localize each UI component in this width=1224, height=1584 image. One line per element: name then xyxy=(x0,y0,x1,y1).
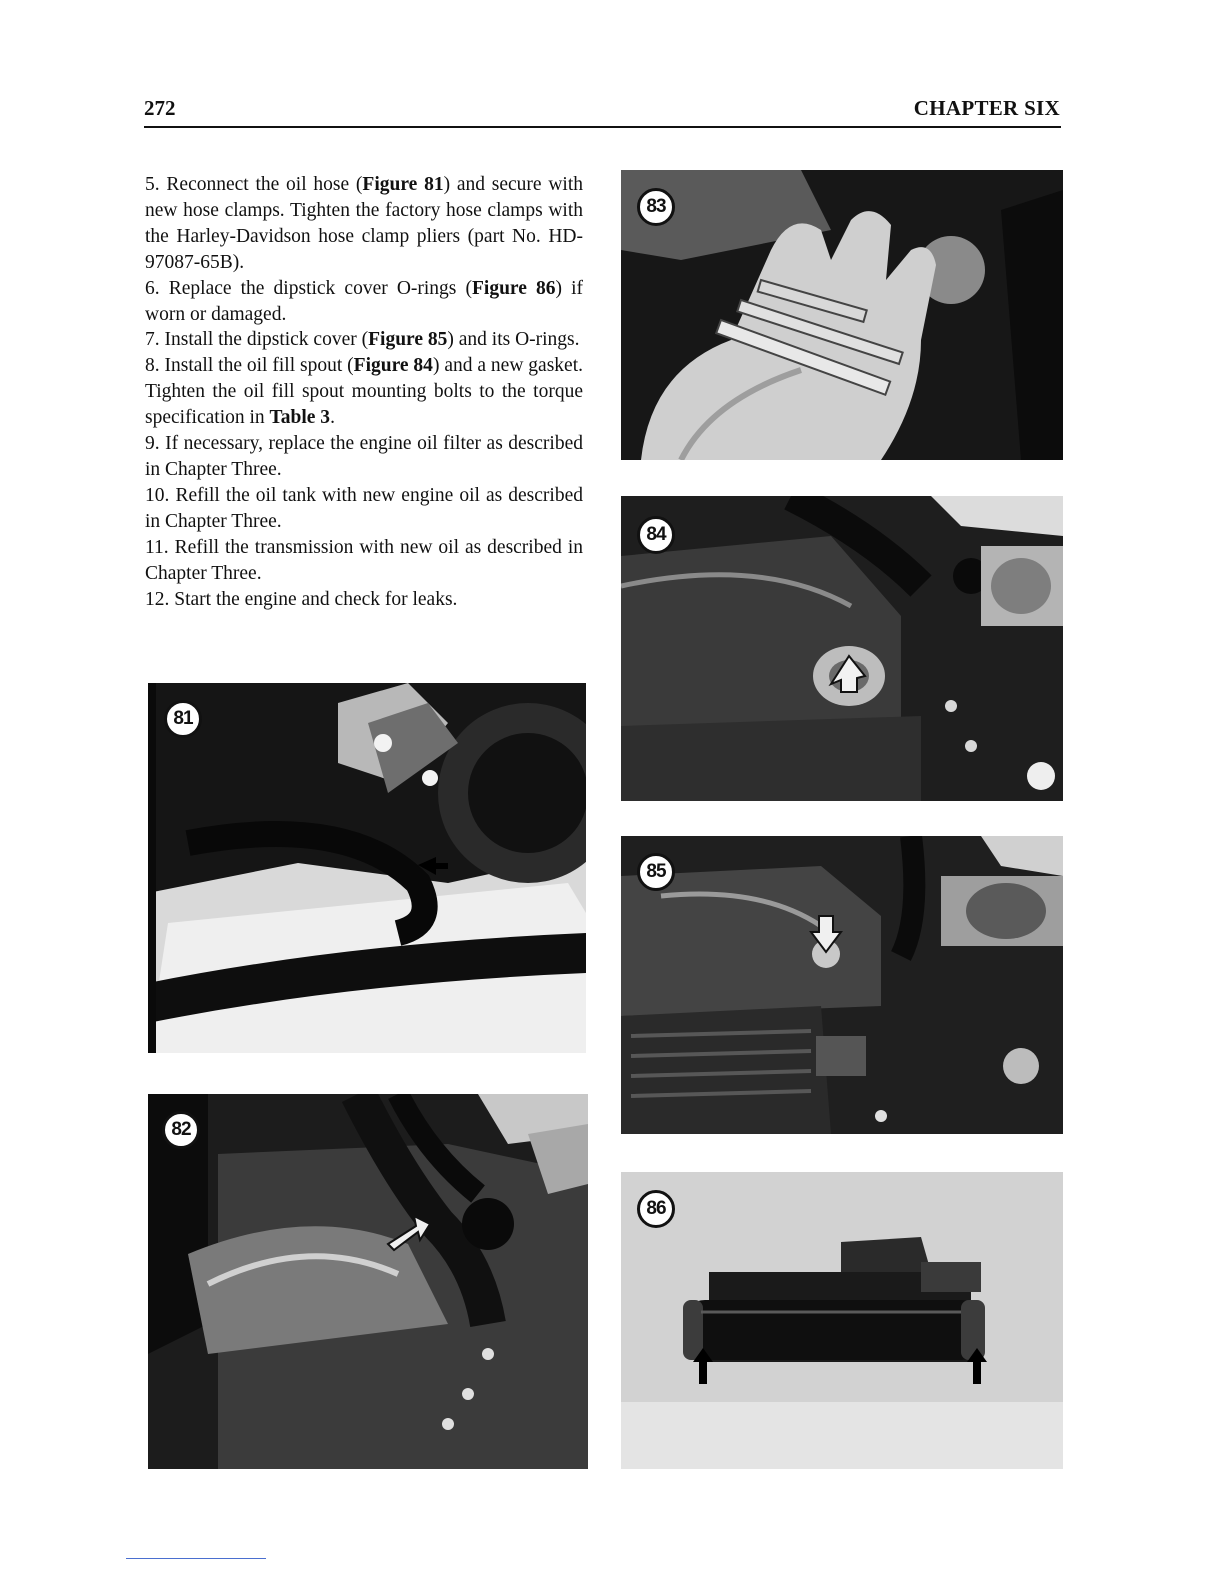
step-text: ) and secure with new hose clamps. Tighten the factory hose clamps with the Harley-Davidson hose clamp pliers (part No. HD-97087-65B). xyxy=(145,174,583,273)
instruction-step xyxy=(145,535,583,587)
step-text: ) if worn or damaged. xyxy=(145,277,584,325)
figure-83-badge: 83 xyxy=(637,188,675,226)
step-text: Install the oil fill spout ( xyxy=(164,355,354,377)
step-number: 7. xyxy=(145,329,165,351)
header-rule xyxy=(144,126,1061,128)
instruction-step xyxy=(145,483,583,535)
figure-84-badge: 84 xyxy=(637,516,675,554)
figure-85-photo xyxy=(621,836,1063,1134)
instruction-step xyxy=(145,327,583,353)
figure-82-badge: 82 xyxy=(162,1111,200,1149)
step-text: ) and its O-rings. xyxy=(447,329,580,351)
figure-reference: Table 3 xyxy=(269,407,331,429)
step-number: 9. xyxy=(145,433,166,455)
instructions-text xyxy=(145,172,583,612)
figure-85-badge: 85 xyxy=(637,853,675,891)
instruction-step xyxy=(145,431,583,483)
step-number: 6. xyxy=(145,277,169,299)
figure-reference: Figure 84 xyxy=(353,355,433,377)
instruction-step xyxy=(145,587,583,613)
footer-line xyxy=(126,1558,266,1559)
step-number: 10. xyxy=(145,484,176,506)
page-number: 272 xyxy=(144,96,176,120)
step-text: Reconnect the oil hose ( xyxy=(166,174,363,195)
figure-83-photo xyxy=(621,170,1063,460)
figure-86-badge: 86 xyxy=(637,1190,675,1228)
step-number: 8. xyxy=(145,355,165,377)
instruction-step xyxy=(145,172,583,276)
figure-reference: Figure 85 xyxy=(368,329,448,351)
step-number: 12. xyxy=(145,588,175,610)
figure-81-badge: 81 xyxy=(164,700,202,738)
step-text: Refill the oil tank with new engine oil as described in Chapter Three. xyxy=(145,484,583,532)
step-text: If necessary, replace the engine oil filter as described in Chapter Three. xyxy=(145,433,583,480)
step-number: 5. xyxy=(145,174,167,195)
figure-reference: Figure 86 xyxy=(472,277,556,299)
step-text: Install the dipstick cover ( xyxy=(164,329,369,351)
instruction-step xyxy=(145,276,583,328)
step-text: . xyxy=(330,407,335,429)
step-text: Refill the transmission with new oil as described in Chapter Three. xyxy=(145,536,584,584)
figure-86-photo xyxy=(621,1172,1063,1469)
figure-reference: Figure 81 xyxy=(362,174,444,195)
instruction-step xyxy=(145,353,583,431)
figure-81-photo xyxy=(148,683,586,1053)
step-text: Replace the dipstick cover O-rings ( xyxy=(168,277,472,299)
step-text: Start the engine and check for leaks. xyxy=(174,588,458,610)
step-text: ) and a new gasket. Tighten the oil fill spout mounting bolts to the torque specification in xyxy=(145,355,583,429)
figure-82-photo xyxy=(148,1094,588,1469)
figure-84-photo xyxy=(621,496,1063,801)
chapter-title: CHAPTER SIX xyxy=(913,96,1060,120)
step-number: 11. xyxy=(145,536,175,558)
